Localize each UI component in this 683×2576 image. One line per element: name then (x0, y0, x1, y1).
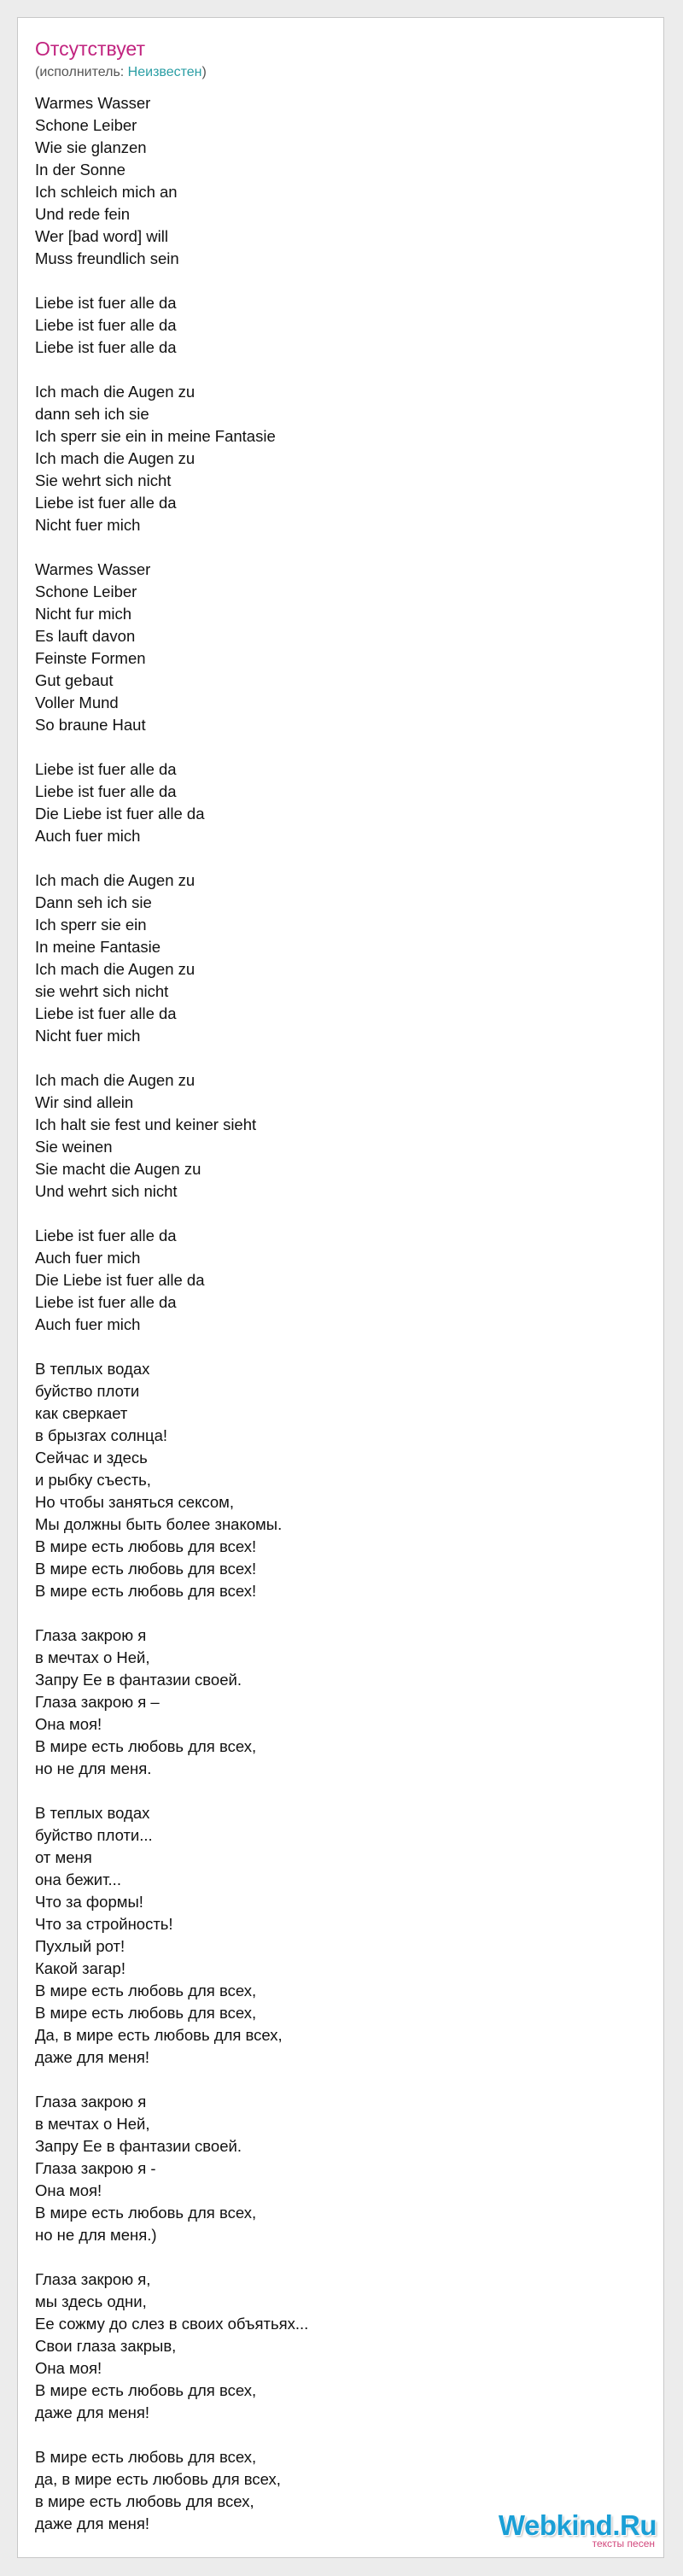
lyrics-line: Sie macht die Augen zu (35, 1160, 201, 1178)
lyrics-line: Nicht fur mich (35, 605, 132, 623)
lyrics-line: но не для меня.) (35, 2226, 157, 2244)
lyrics-line: в мечтах о Ней, (35, 2115, 150, 2133)
lyrics-line: Ich mach die Augen zu (35, 383, 196, 401)
lyrics-line: In meine Fantasie (35, 938, 161, 956)
lyrics-line: Liebe ist fuer alle da (35, 782, 177, 800)
lyrics-line: Auch fuer mich (35, 1315, 141, 1333)
lyrics-line: В мире есть любовь для всех! (35, 1537, 257, 1555)
lyrics-line: Свои глаза закрыв, (35, 2337, 177, 2355)
lyrics-line: Feinste Formen (35, 649, 146, 667)
lyrics-line: So braune Haut (35, 716, 146, 734)
lyrics-line: она бежит... (35, 1871, 121, 1888)
artist-link[interactable]: Неизвестен (127, 65, 202, 79)
lyrics-line: В мире есть любовь для всех, (35, 2381, 257, 2399)
lyrics-line: и рыбку съесть, (35, 1471, 151, 1489)
lyrics-line: В мире есть любовь для всех, (35, 2448, 257, 2466)
lyrics-stanza (35, 1225, 650, 1336)
logo-main-text: Webkind (498, 2509, 613, 2541)
lyrics-line: В мире есть любовь для всех, (35, 2004, 257, 2022)
lyrics-line: В мире есть любовь для всех, (35, 2204, 257, 2222)
logo-wordmark (499, 2511, 657, 2540)
lyrics-stanza (35, 559, 650, 736)
lyrics-line: Und wehrt sich nicht (35, 1182, 178, 1200)
lyrics-line: Auch fuer mich (35, 1249, 141, 1267)
lyrics-line: Сейчас и здесь (35, 1449, 148, 1467)
lyrics-line: Liebe ist fuer alle da (35, 338, 177, 356)
lyrics-line: Auch fuer mich (35, 827, 141, 845)
lyrics-line: Es lauft davon (35, 627, 136, 645)
lyrics-line: В теплых водах (35, 1804, 150, 1822)
lyrics-line: Schone Leiber (35, 583, 137, 600)
lyrics-line: В теплых водах (35, 1360, 150, 1378)
lyrics-line: В мире есть любовь для всех, (35, 1737, 257, 1755)
lyrics-line: Глаза закрою я (35, 1626, 147, 1644)
lyrics-line: Что за формы! (35, 1893, 143, 1911)
lyrics-line: Какой загар! (35, 1959, 126, 1977)
lyrics-line: Liebe ist fuer alle da (35, 1293, 177, 1311)
lyrics-stanza (35, 381, 650, 536)
lyrics-line: Ich schleich mich an (35, 183, 178, 201)
lyrics-line: Wer [bad word] will (35, 227, 168, 245)
lyrics-line: Sie wehrt sich nicht (35, 471, 172, 489)
lyrics-line: Gut gebaut (35, 671, 114, 689)
lyrics-line: Она моя! (35, 2359, 102, 2377)
lyrics-line: Ich mach die Augen zu (35, 1071, 196, 1089)
lyrics-line: Что за стройность! (35, 1915, 173, 1933)
lyrics-line: Liebe ist fuer alle da (35, 1227, 177, 1244)
lyrics-line: Dann seh ich sie (35, 893, 152, 911)
lyrics-line: мы здесь одни, (35, 2292, 147, 2310)
logo-tld-text: .Ru (612, 2509, 657, 2541)
lyrics-line: Nicht fuer mich (35, 1027, 141, 1045)
lyrics-stanza (35, 92, 650, 270)
lyrics-line: Ich halt sie fest und keiner sieht (35, 1115, 257, 1133)
lyrics-line: Глаза закрою я (35, 2093, 147, 2111)
lyrics-line: как сверкает (35, 1404, 128, 1422)
lyrics-line: sie wehrt sich nicht (35, 982, 169, 1000)
lyrics-stanza (35, 1625, 650, 1780)
lyrics-line: даже для меня! (35, 2515, 150, 2532)
lyrics-line: Liebe ist fuer alle da (35, 1004, 177, 1022)
lyrics-line: Глаза закрою я – (35, 1693, 160, 1711)
lyrics-line: Die Liebe ist fuer alle da (35, 805, 205, 823)
lyrics-line: буйство плоти (35, 1382, 140, 1400)
song-title: Отсутствует (35, 38, 145, 60)
lyrics-stanza (35, 1358, 650, 1602)
lyrics-line: Nicht fuer mich (35, 516, 141, 534)
lyrics-line: Запру Ее в фантазии своей. (35, 1671, 242, 1689)
lyrics-body (35, 92, 650, 2535)
lyrics-line: в брызгах солнца! (35, 1426, 168, 1444)
lyrics-stanza (35, 2091, 650, 2246)
lyrics-line: Глаза закрою я, (35, 2270, 151, 2288)
lyrics-line: Wie sie glanzen (35, 138, 147, 156)
lyrics-line: да, в мире есть любовь для всех, (35, 2470, 281, 2488)
lyrics-line: Die Liebe ist fuer alle da (35, 1271, 205, 1289)
lyrics-line: dann seh ich sie (35, 405, 149, 423)
artist-line (35, 64, 207, 81)
lyrics-stanza (35, 2269, 650, 2424)
lyrics-line: Warmes Wasser (35, 560, 151, 578)
lyrics-stanza (35, 869, 650, 1047)
lyrics-line: В мире есть любовь для всех! (35, 1582, 257, 1600)
lyrics-line: Liebe ist fuer alle da (35, 760, 177, 778)
lyrics-line: даже для меня! (35, 2048, 150, 2066)
lyrics-line: буйство плоти... (35, 1826, 153, 1844)
lyrics-line: от меня (35, 1848, 92, 1866)
lyrics-line: Schone Leiber (35, 116, 137, 134)
lyrics-line: Ich mach die Augen zu (35, 871, 196, 889)
lyrics-line: В мире есть любовь для всех! (35, 1560, 257, 1578)
lyrics-line: Мы должны быть более знакомы. (35, 1515, 283, 1533)
site-logo[interactable] (499, 2511, 657, 2549)
lyrics-line: Liebe ist fuer alle da (35, 294, 177, 312)
lyrics-line: но не для меня. (35, 1759, 152, 1777)
lyrics-line: в мире есть любовь для всех, (35, 2492, 254, 2510)
lyrics-line: Sie weinen (35, 1138, 113, 1156)
lyrics-stanza (35, 758, 650, 847)
lyrics-line: в мечтах о Ней, (35, 1648, 150, 1666)
lyrics-line: Глаза закрою я - (35, 2159, 156, 2177)
lyrics-line: Wir sind allein (35, 1093, 134, 1111)
logo-tagline: тексты песен (592, 2538, 655, 2550)
lyrics-line: Muss freundlich sein (35, 249, 179, 267)
lyrics-line: Но чтобы заняться сексом, (35, 1493, 234, 1511)
lyrics-line: Ich sperr sie ein in meine Fantasie (35, 427, 276, 445)
lyrics-line: Liebe ist fuer alle da (35, 316, 177, 334)
artist-suffix: ) (201, 65, 207, 79)
lyrics-line: Ее сожму до слез в своих объятьях... (35, 2315, 309, 2333)
lyrics-line: Ich sperr sie ein (35, 916, 147, 934)
lyrics-stanza (35, 292, 650, 359)
artist-prefix: (исполнитель: (35, 65, 128, 79)
lyrics-line: Ich mach die Augen zu (35, 449, 196, 467)
lyrics-line: Она моя! (35, 2181, 102, 2199)
lyrics-line: Liebe ist fuer alle da (35, 494, 177, 512)
lyrics-line: Запру Ее в фантазии своей. (35, 2137, 242, 2155)
lyrics-stanza (35, 1069, 650, 1203)
lyrics-line: Und rede fein (35, 205, 131, 223)
lyrics-line: даже для меня! (35, 2403, 150, 2421)
lyrics-line: Voller Mund (35, 694, 119, 711)
lyrics-line: Ich mach die Augen zu (35, 960, 196, 978)
lyrics-line: In der Sonne (35, 161, 126, 179)
lyrics-line: Она моя! (35, 1715, 102, 1733)
lyrics-line: Пухлый рот! (35, 1937, 126, 1955)
lyrics-line: В мире есть любовь для всех, (35, 1982, 257, 1999)
lyrics-line: Да, в мире есть любовь для всех, (35, 2026, 283, 2044)
lyrics-card (17, 17, 664, 2558)
lyrics-stanza (35, 1802, 650, 2069)
lyrics-line: Warmes Wasser (35, 94, 151, 112)
